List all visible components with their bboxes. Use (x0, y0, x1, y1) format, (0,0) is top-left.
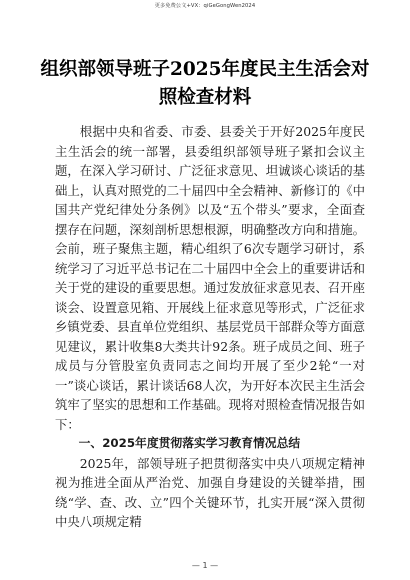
document-body (55, 122, 365, 532)
document-title-line2: 照检查材料 (158, 87, 252, 108)
section-paragraph: 2025年，部领导班子把贯彻落实中央八项规定精神视为推进全面从严治党、加强自身建设的关键举措，围绕“学、查、改、立”四个关键环节，扎实开展“深入贯彻中央八项规定精 (55, 455, 365, 529)
section-heading: 一、2025年度贯彻落实学习教育情况总结 (78, 436, 301, 450)
intro-paragraph: 根据中央和省委、市委、县委关于开好2025年度民主生活会的统一部署，县委组织部领导班子紧扣会议主题，在深入学习研讨、广泛征求意见、坦诚谈心谈话的基础上，认真对照党的二十届四中全会精神、新修订的《中国共产党纪律处分条例》以及“五个带头”要求，全面查摆存在问题，深刻剖析思想根源，明确整改方向和措施。会前，班子聚焦主题，精心组织了6次专题学习研讨，系统学习了习近平总书记在二十届四中全会上的重要讲话和关于党的建设的重要思想。通过发放征求意见表、召开座谈会、设置意见箱、开展线上征求意见等形式，广泛征求乡镇党委、县直单位党组织、基层党员干部群众等方面意见建议，累计收集8大类共计92条。班子成员之间、班子成员与分管股室负责同志之间均开展了至少2轮“一对一”谈心谈话，累计谈话68人次，为开好本次民主生活会筑牢了坚实的思想和工作基础。现将对照检查情况报告如下： (55, 124, 365, 432)
banner-text: 更多免费公文+VX：qiGeGongWen2024 (154, 2, 256, 9)
page-number: — 1 — (191, 561, 219, 570)
top-banner (0, 0, 410, 10)
document-title-line1: 组织部领导班子2025年度民主生活会对 (40, 59, 370, 80)
document-title (40, 56, 370, 112)
